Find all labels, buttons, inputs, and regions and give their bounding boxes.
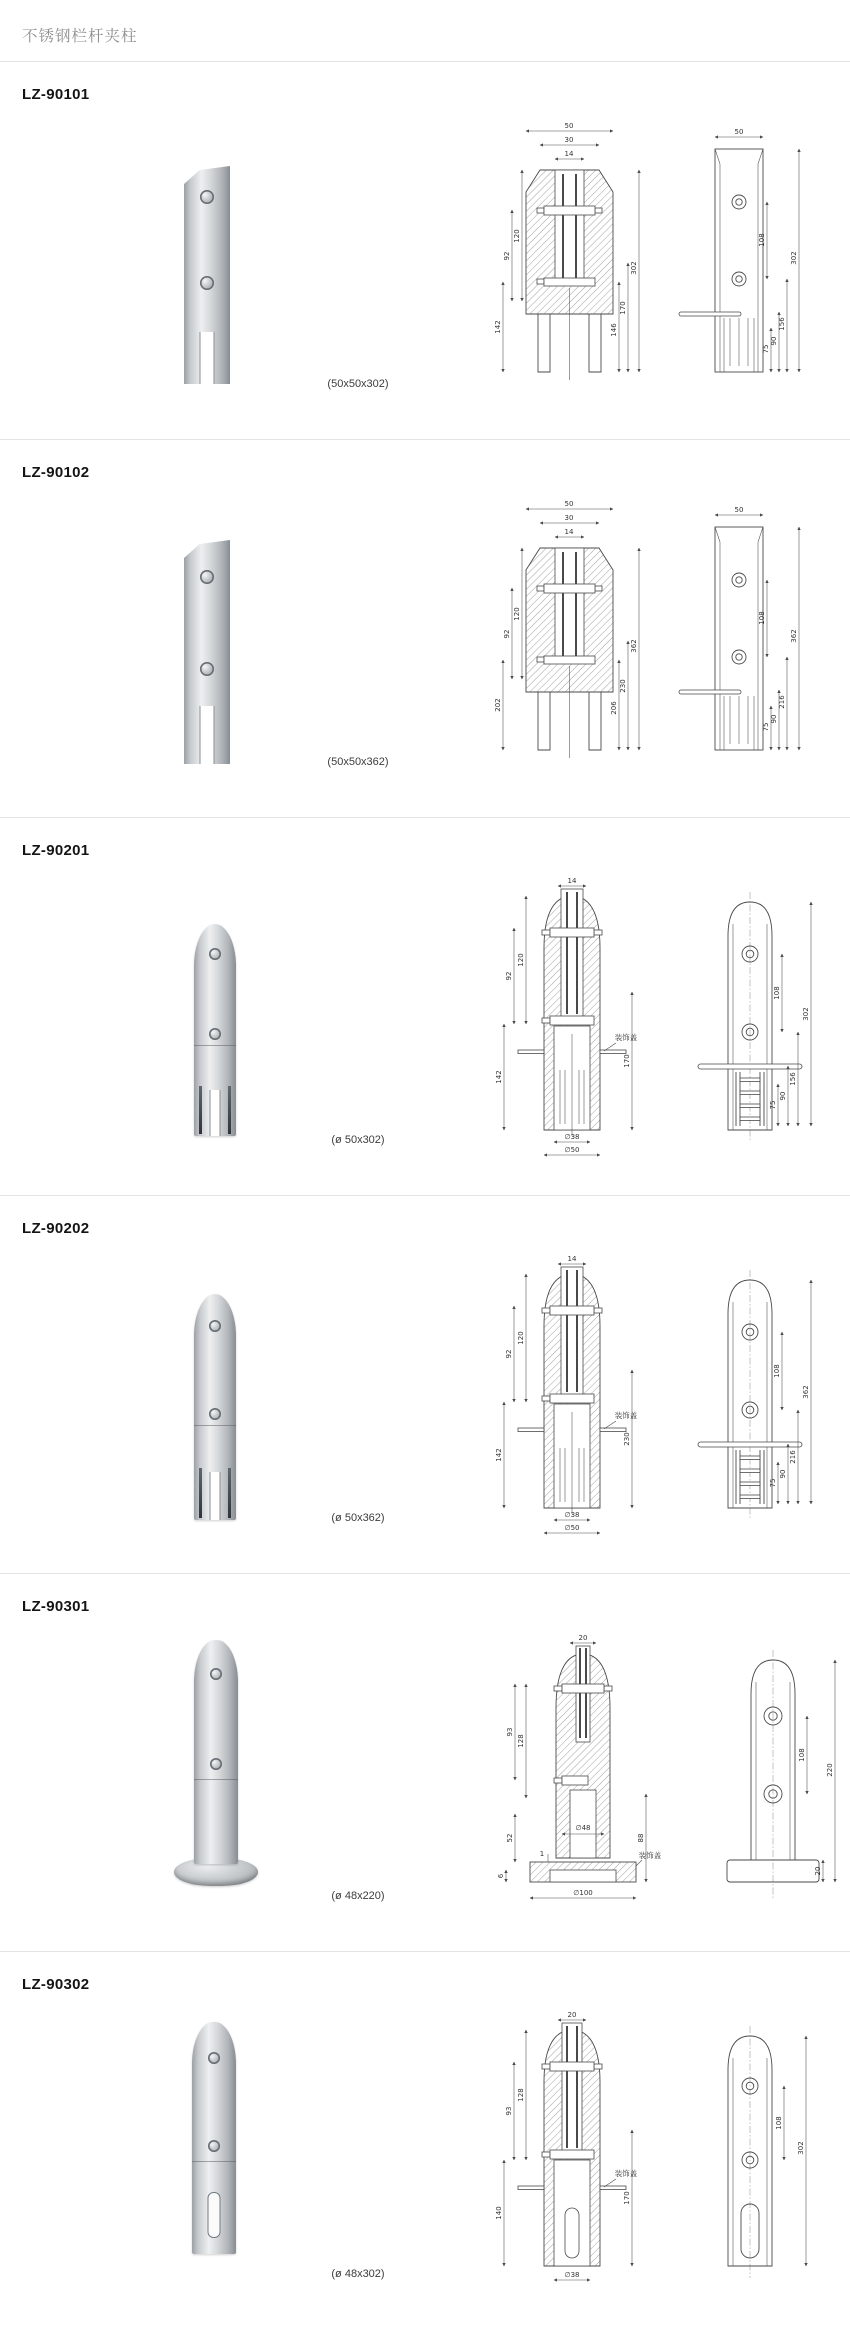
technical-drawings xyxy=(492,1252,823,1542)
dim-label: 90 xyxy=(770,336,778,346)
dim-label: 108 xyxy=(773,1364,781,1378)
photo-channel xyxy=(199,1468,202,1518)
front-view-drawing xyxy=(492,118,647,398)
photo-fork-slot xyxy=(200,332,215,384)
size-spec: (50x50x362) xyxy=(327,756,389,768)
screw xyxy=(209,1408,221,1420)
dim-label: 75 xyxy=(762,344,770,354)
dim-label: 75 xyxy=(769,1478,777,1488)
dim-label: ∅38 xyxy=(564,1511,580,1519)
dim-label: 362 xyxy=(630,639,638,653)
dim-label: 14 xyxy=(567,877,577,885)
dim-label: 146 xyxy=(610,323,618,337)
size-spec: (50x50x302) xyxy=(327,378,389,390)
dim-label: 30 xyxy=(564,514,574,522)
technical-drawings xyxy=(492,2008,823,2298)
dim-label: 302 xyxy=(790,251,798,265)
dim-label: 302 xyxy=(797,2141,805,2155)
dim-label: 362 xyxy=(802,1385,810,1399)
dim-label: 92 xyxy=(503,251,511,261)
front-view-drawing xyxy=(492,2008,652,2298)
dim-label: 90 xyxy=(779,1469,787,1479)
dim-label: 120 xyxy=(513,607,521,621)
technical-drawings xyxy=(492,118,808,398)
product-photo xyxy=(172,1640,260,1886)
product-code: LZ-90101 xyxy=(22,86,90,103)
dim-label: 170 xyxy=(623,1054,631,1068)
side-view-drawing xyxy=(673,496,808,776)
photo-channel xyxy=(228,1086,231,1134)
product-photo xyxy=(194,924,236,1136)
dim-label: 128 xyxy=(517,2088,525,2102)
dim-label: 108 xyxy=(775,2116,783,2130)
dim-label: 128 xyxy=(517,1734,525,1748)
product-code: LZ-90301 xyxy=(22,1598,90,1615)
dim-label: ∅50 xyxy=(564,1146,580,1154)
photo-seam xyxy=(194,1779,238,1780)
dim-label: 362 xyxy=(790,629,798,643)
dim-label: 14 xyxy=(564,528,574,536)
dim-label: 108 xyxy=(773,986,781,1000)
dim-label: 156 xyxy=(778,317,786,331)
dim-label: 20 xyxy=(578,1634,588,1642)
dim-label: ∅38 xyxy=(564,2271,580,2279)
dim-label: 50 xyxy=(734,128,744,136)
dim-label: 142 xyxy=(495,1070,503,1084)
dim-label: 50 xyxy=(564,122,574,130)
product-section xyxy=(0,62,850,440)
front-view-drawing xyxy=(492,1252,652,1542)
photo-oval-slot xyxy=(208,2192,221,2238)
dim-label: 170 xyxy=(619,301,627,315)
screw xyxy=(210,1758,222,1770)
dim-label: ∅100 xyxy=(573,1889,593,1897)
decorative-cover-note: 装饰盖 xyxy=(638,1851,662,1860)
dim-label: 20 xyxy=(814,1866,822,1876)
dim-label: 120 xyxy=(513,229,521,243)
screw xyxy=(200,276,214,290)
size-spec: (ø 50x362) xyxy=(331,1512,385,1524)
dim-label: 120 xyxy=(517,1331,525,1345)
front-view-drawing xyxy=(492,496,647,776)
screw xyxy=(210,1668,222,1680)
dim-label: 6 xyxy=(497,1873,505,1879)
dim-label: ∅48 xyxy=(575,1824,591,1832)
dim-label: 90 xyxy=(770,714,778,724)
dim-label: 206 xyxy=(610,701,618,715)
dim-label: 216 xyxy=(789,1450,797,1464)
page-header xyxy=(0,0,850,62)
side-view-drawing xyxy=(693,1630,848,1920)
dim-label: 156 xyxy=(789,1072,797,1086)
screw xyxy=(209,1028,221,1040)
decorative-cover-note: 装饰盖 xyxy=(614,1033,638,1042)
dim-label: 88 xyxy=(637,1833,645,1843)
side-view-drawing xyxy=(673,118,808,398)
photo-channel xyxy=(228,1468,231,1518)
screw xyxy=(209,1320,221,1332)
dim-label: 92 xyxy=(505,971,513,981)
dim-label: 92 xyxy=(503,629,511,639)
dim-label: 50 xyxy=(734,506,744,514)
dim-label: 50 xyxy=(564,500,574,508)
dim-label: 30 xyxy=(564,136,574,144)
screw xyxy=(208,2140,220,2152)
dim-label: ∅38 xyxy=(564,1133,580,1141)
size-spec: (ø 48x220) xyxy=(331,1890,385,1902)
dim-label: 75 xyxy=(769,1100,777,1110)
dim-label: 220 xyxy=(826,1763,834,1777)
technical-drawings xyxy=(492,1630,848,1920)
product-photo xyxy=(194,1294,236,1520)
product-code: LZ-90201 xyxy=(22,842,90,859)
side-view-drawing xyxy=(678,2008,823,2298)
dim-label: 93 xyxy=(505,2106,513,2116)
photo-post xyxy=(194,1640,238,1864)
product-photo xyxy=(192,2022,236,2254)
size-spec: (ø 50x302) xyxy=(331,1134,385,1146)
product-section xyxy=(0,1574,850,1952)
product-section xyxy=(0,440,850,818)
screw xyxy=(200,570,214,584)
dim-label: 216 xyxy=(778,695,786,709)
dim-label: 108 xyxy=(798,1748,806,1762)
technical-drawings xyxy=(492,496,808,776)
dim-label: 142 xyxy=(495,1448,503,1462)
dim-label: 93 xyxy=(506,1727,514,1737)
page-title: 不锈钢栏杆夹柱 xyxy=(22,28,138,45)
dim-label: 302 xyxy=(630,261,638,275)
product-section xyxy=(0,1196,850,1574)
dim-label: 14 xyxy=(567,1255,577,1263)
photo-fork-slot xyxy=(210,1090,221,1136)
technical-drawings xyxy=(492,874,823,1164)
product-code: LZ-90202 xyxy=(22,1220,90,1237)
size-spec: (ø 48x302) xyxy=(331,2268,385,2280)
product-code: LZ-90102 xyxy=(22,464,90,481)
dim-label: 90 xyxy=(779,1091,787,1101)
dim-label: 140 xyxy=(495,2206,503,2220)
screw xyxy=(200,190,214,204)
product-photo xyxy=(184,540,230,764)
screw xyxy=(209,948,221,960)
front-view-drawing xyxy=(492,874,652,1164)
dim-label: 108 xyxy=(758,611,766,625)
dim-label: 14 xyxy=(564,150,574,158)
product-photo xyxy=(184,166,230,384)
dim-label: 1 xyxy=(539,1850,545,1858)
dim-label: 92 xyxy=(505,1349,513,1359)
photo-seam xyxy=(194,1045,236,1046)
product-code: LZ-90302 xyxy=(22,1976,90,1993)
product-section xyxy=(0,818,850,1196)
dim-label: ∅50 xyxy=(564,1524,580,1532)
side-view-drawing xyxy=(678,874,823,1164)
side-view-drawing xyxy=(678,1252,823,1542)
dim-label: 108 xyxy=(758,233,766,247)
photo-channel xyxy=(199,1086,202,1134)
dim-label: 52 xyxy=(506,1833,514,1843)
dim-label: 120 xyxy=(517,953,525,967)
dim-label: 142 xyxy=(494,320,502,334)
screw xyxy=(200,662,214,676)
dim-label: 170 xyxy=(623,2191,631,2205)
photo-fork-slot xyxy=(210,1472,221,1520)
decorative-cover-note: 装饰盖 xyxy=(614,1411,638,1420)
dim-label: 302 xyxy=(802,1007,810,1021)
dim-label: 230 xyxy=(623,1432,631,1446)
photo-fork-slot xyxy=(200,706,215,764)
screw xyxy=(208,2052,220,2064)
front-view-drawing xyxy=(492,1630,667,1920)
decorative-cover-note: 装饰盖 xyxy=(614,2169,638,2178)
dim-label: 202 xyxy=(494,698,502,712)
product-section xyxy=(0,1952,850,2329)
photo-seam xyxy=(192,2161,236,2162)
photo-seam xyxy=(194,1425,236,1426)
dim-label: 20 xyxy=(567,2011,577,2019)
dim-label: 75 xyxy=(762,722,770,732)
dim-label: 230 xyxy=(619,679,627,693)
